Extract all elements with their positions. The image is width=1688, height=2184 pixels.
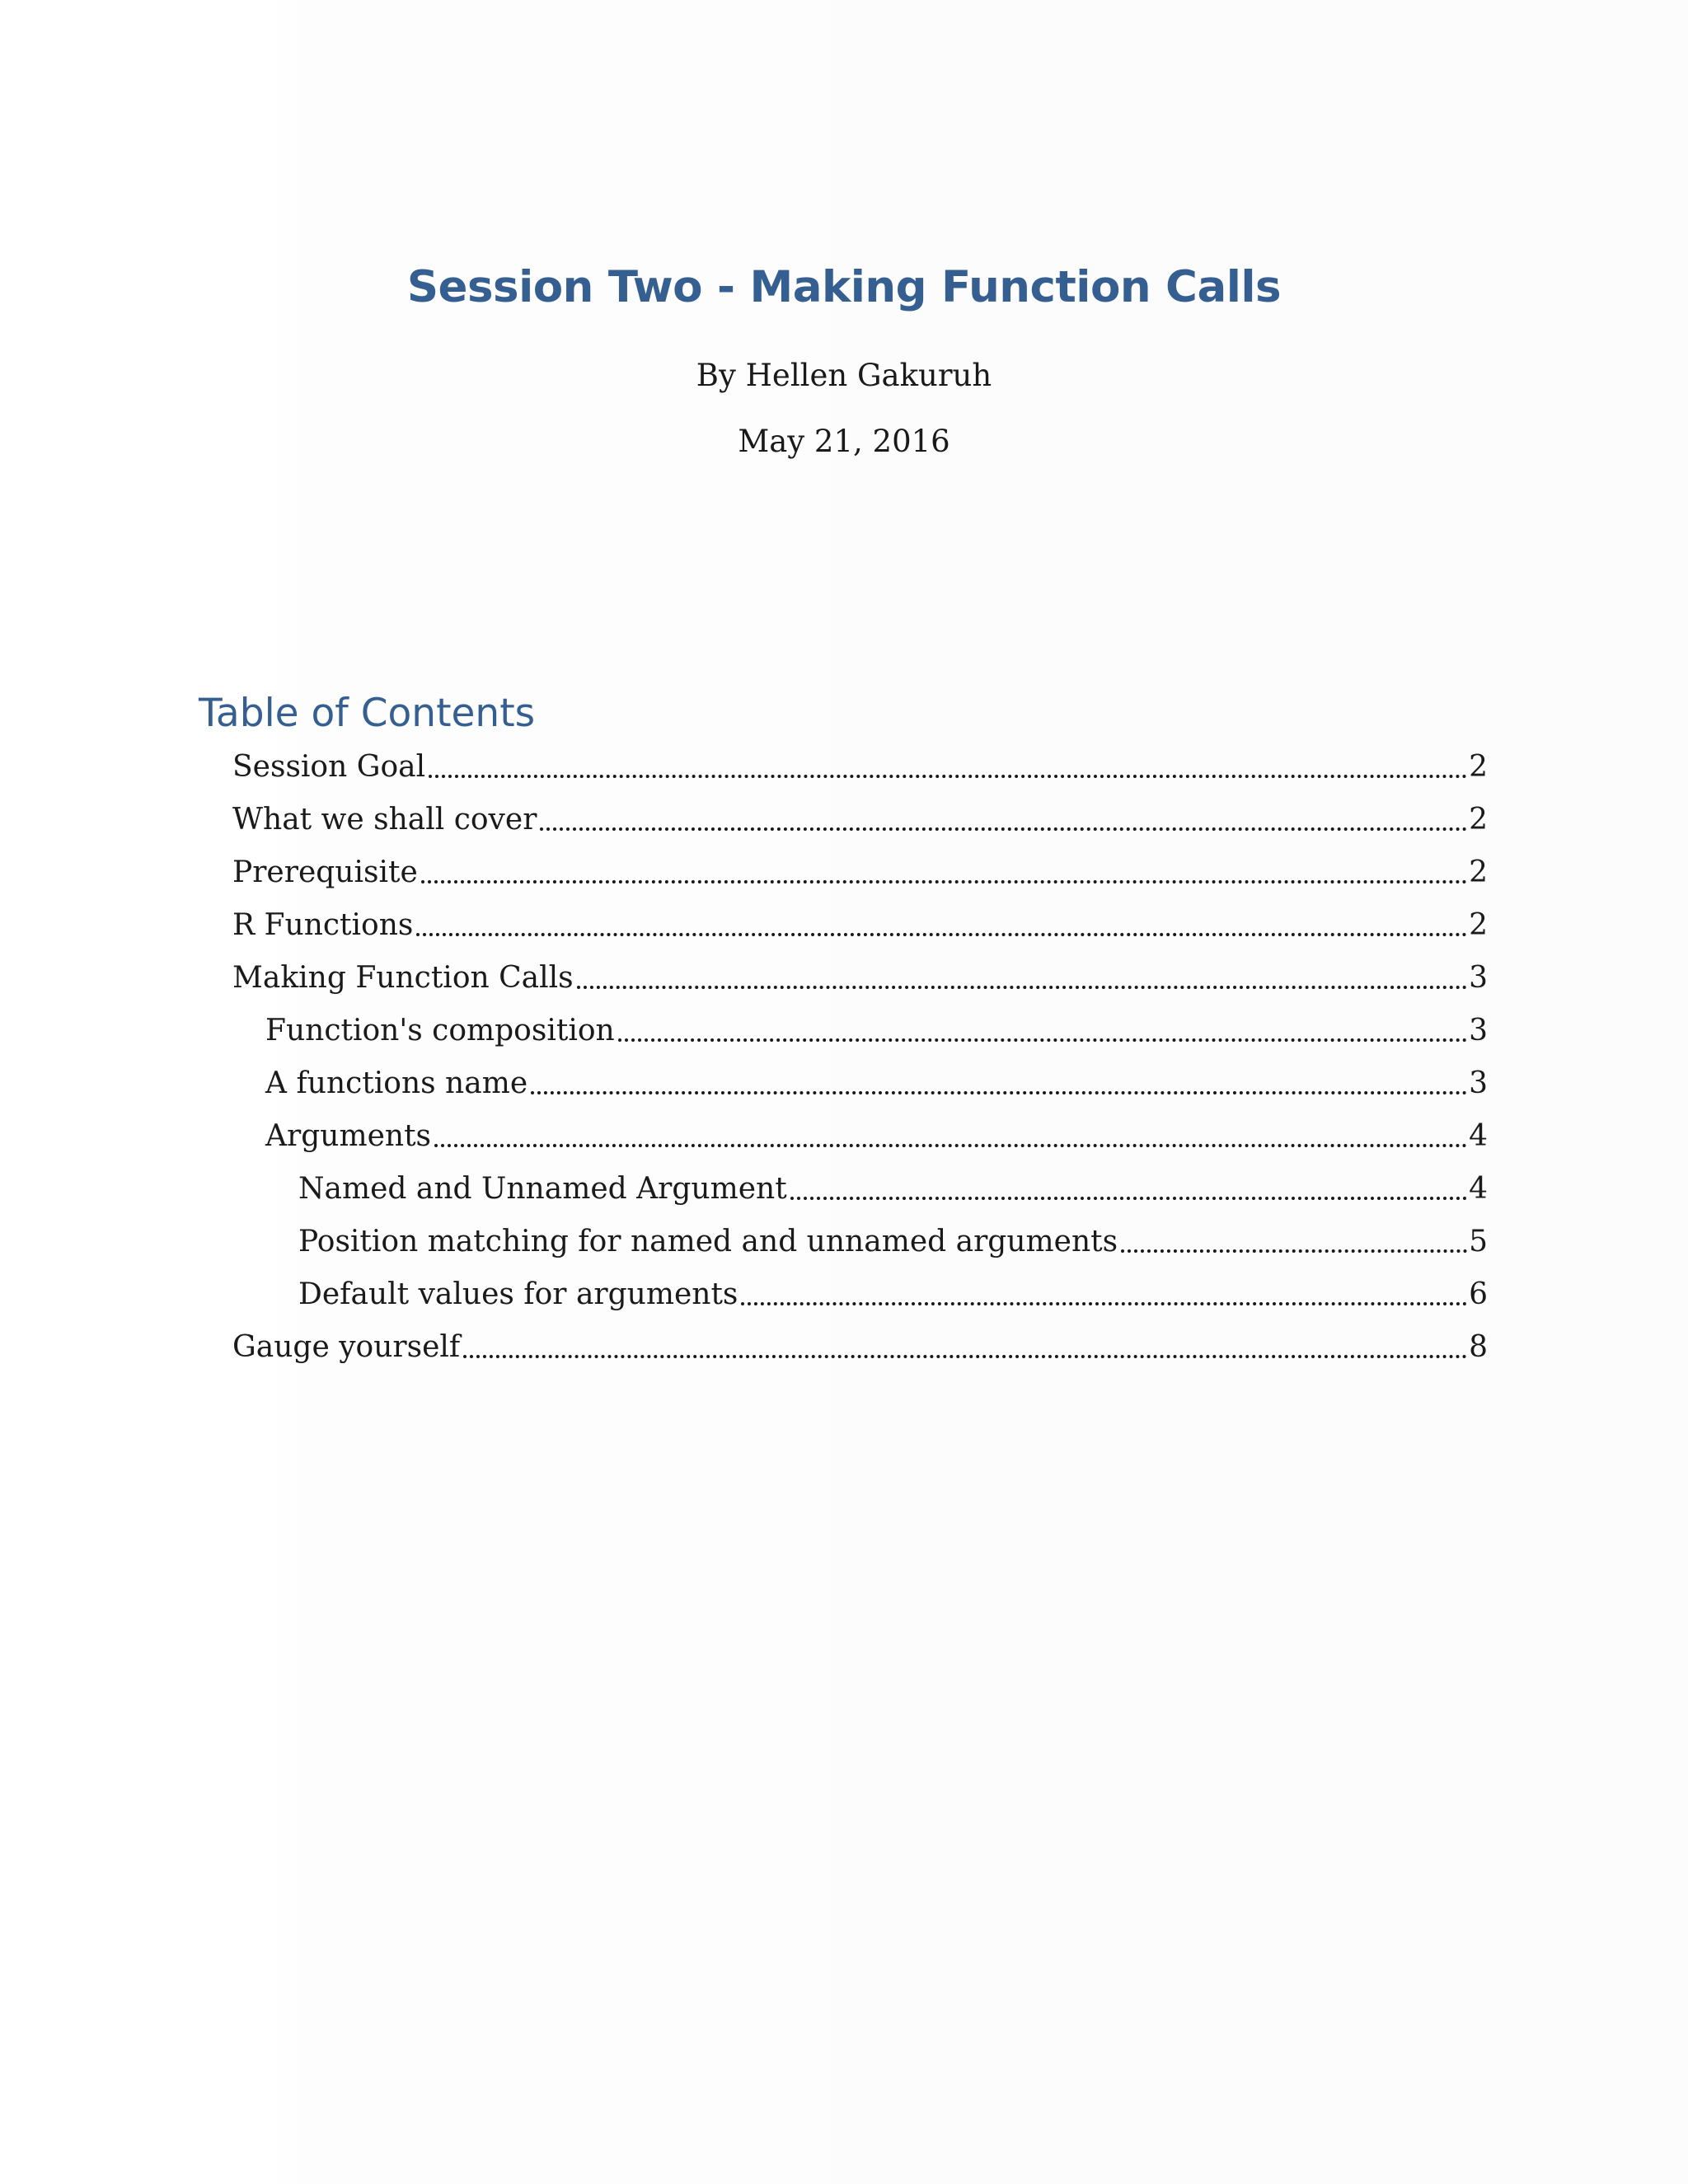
toc-dot-leader <box>1121 1249 1467 1253</box>
toc-dot-leader <box>531 1091 1467 1094</box>
toc-entry-label: Session Goal <box>232 750 426 784</box>
toc-dot-leader <box>429 775 1467 778</box>
toc-entry-label: Gauge yourself <box>232 1330 461 1364</box>
toc-dot-leader <box>540 827 1467 831</box>
toc-entry-page: 2 <box>1469 855 1488 889</box>
toc-entry-page: 4 <box>1469 1172 1488 1206</box>
toc-entry-label: A functions name <box>265 1066 528 1100</box>
toc-entry-label: Prerequisite <box>232 855 418 889</box>
toc-entry-label: What we shall cover <box>232 803 537 837</box>
toc-entry-position-matching[interactable] <box>298 1221 1488 1263</box>
toc-entry-label: R Functions <box>232 908 414 942</box>
toc-entry-page: 4 <box>1469 1119 1488 1153</box>
toc-entry-named-and-unnamed-argument[interactable] <box>298 1168 1488 1211</box>
toc-dot-leader <box>421 880 1467 883</box>
toc-dot-leader <box>416 933 1467 936</box>
toc-entry-label: Arguments <box>265 1119 432 1153</box>
toc-entry-what-we-shall-cover[interactable] <box>232 799 1488 841</box>
toc-heading: Table of Contents <box>199 691 536 736</box>
toc-entry-a-functions-name[interactable] <box>265 1062 1488 1105</box>
toc-entry-label: Position matching for named and unnamed arguments <box>298 1225 1118 1258</box>
toc-dot-leader <box>741 1302 1467 1305</box>
toc-entry-arguments[interactable] <box>265 1115 1488 1158</box>
toc-entry-page: 3 <box>1469 1066 1488 1100</box>
toc-entry-making-function-calls[interactable] <box>232 957 1488 1000</box>
toc-entry-page: 5 <box>1469 1225 1488 1258</box>
toc-entry-default-values[interactable] <box>298 1273 1488 1316</box>
toc-entry-page: 6 <box>1469 1277 1488 1311</box>
toc-entry-label: Making Function Calls <box>232 961 574 995</box>
toc-entry-page: 2 <box>1469 750 1488 784</box>
toc-dot-leader <box>577 986 1467 989</box>
toc-entry-prerequisite[interactable] <box>232 851 1488 894</box>
toc-entry-label: Named and Unnamed Argument <box>298 1172 787 1206</box>
document-author: By Hellen Gakuruh <box>696 358 992 393</box>
toc-dot-leader <box>463 1355 1467 1358</box>
toc-entry-functions-composition[interactable] <box>265 1010 1488 1052</box>
document-title: Session Two - Making Function Calls <box>406 262 1282 312</box>
document-date: May 21, 2016 <box>738 424 950 459</box>
toc-entry-gauge-yourself[interactable] <box>232 1326 1488 1369</box>
toc-dot-leader <box>434 1144 1467 1147</box>
toc-entry-page: 3 <box>1469 961 1488 995</box>
toc-dot-leader <box>790 1197 1467 1200</box>
toc-entry-page: 3 <box>1469 1014 1488 1047</box>
toc-entry-page: 8 <box>1469 1330 1488 1364</box>
toc-entry-page: 2 <box>1469 908 1488 942</box>
toc-entry-label: Function's composition <box>265 1014 615 1047</box>
toc-entry-label: Default values for arguments <box>298 1277 738 1311</box>
toc-dot-leader <box>618 1038 1467 1042</box>
toc-entry-page: 2 <box>1469 803 1488 837</box>
toc-entry-session-goal[interactable] <box>232 746 1488 789</box>
toc-entry-r-functions[interactable] <box>232 904 1488 947</box>
